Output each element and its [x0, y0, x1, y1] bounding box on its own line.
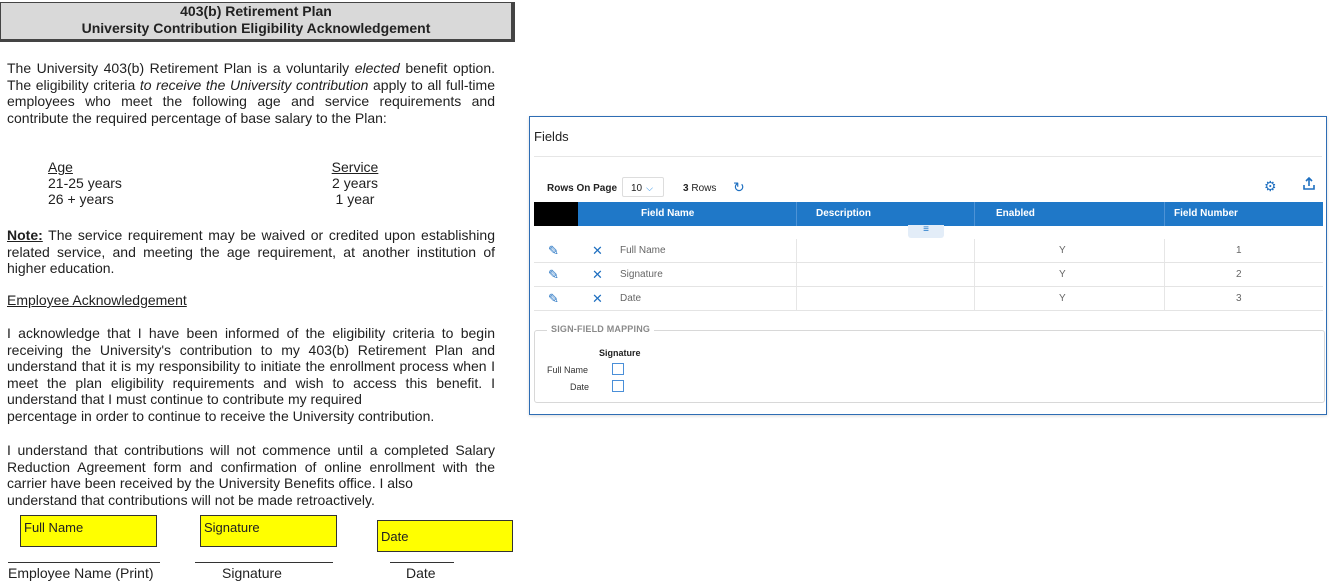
- rows-on-page-label: Rows On Page: [547, 183, 618, 194]
- date-label: Date: [406, 565, 436, 581]
- signature-line: [195, 562, 333, 563]
- pencil-icon[interactable]: ✎: [548, 267, 559, 282]
- cell-enabled: Y: [1059, 245, 1066, 256]
- refresh-icon[interactable]: ↻: [733, 179, 745, 195]
- mapping-column-signature: Signature: [599, 348, 641, 358]
- close-icon[interactable]: ✕: [592, 291, 603, 306]
- panel-title: Fields: [534, 129, 569, 144]
- rows-on-page-select[interactable]: [622, 177, 664, 197]
- age-row-2: 26 + years: [48, 191, 114, 207]
- signature-label: Signature: [222, 565, 282, 581]
- gear-icon[interactable]: ⚙: [1264, 178, 1277, 194]
- cell-field-number: 1: [1236, 245, 1242, 256]
- cell-field-name: Full Name: [620, 245, 666, 256]
- acknowledgement-document: [0, 0, 516, 583]
- date-field[interactable]: Date: [377, 520, 513, 552]
- cell-enabled: Y: [1059, 293, 1066, 304]
- table-row: [534, 263, 1323, 287]
- fields-panel: [529, 116, 1327, 415]
- mapping-row-label: Full Name: [547, 365, 589, 375]
- note-paragraph: Note: The service requirement may be waived or credited upon establishing related service, and meeting the age requirement, at another institution of higher education.: [7, 227, 495, 277]
- service-column: [329, 159, 381, 207]
- date-line: [390, 562, 454, 563]
- cell-field-name: Date: [620, 293, 642, 304]
- acknowledgement-heading: Employee Acknowledgement: [7, 292, 187, 308]
- acknowledgement-paragraph-2: I understand that contributions will not commence until a completed Salary Reduction Agreement form and confirmation of online enrollment with the carrier have been received by the University Benefits office. I also: [7, 442, 495, 492]
- rows-count-number: 3: [683, 183, 689, 194]
- cell-field-number: 3: [1236, 293, 1242, 304]
- age-row-1: 21-25 years: [48, 175, 122, 191]
- acknowledgement-paragraph-1-last: percentage in order to continue to receive the University contribution.: [7, 408, 435, 424]
- column-header-field-number[interactable]: Field Number: [1174, 208, 1238, 219]
- cell-field-name: Signature: [620, 269, 663, 280]
- age-header: Age: [48, 159, 73, 175]
- close-icon[interactable]: ✕: [592, 267, 603, 282]
- table-row: [534, 287, 1323, 311]
- grid-header: [534, 202, 1323, 226]
- column-header-enabled[interactable]: Enabled: [996, 208, 1035, 219]
- mapping-checkbox-date[interactable]: [612, 380, 624, 392]
- signature-field[interactable]: Signature: [200, 515, 337, 547]
- name-signature-line: [8, 562, 160, 563]
- mapping-row-label: Date: [570, 382, 590, 392]
- grid-header-actions: [534, 202, 578, 226]
- panel-divider: [534, 156, 1322, 157]
- column-header-field-name[interactable]: Field Name: [641, 208, 695, 219]
- rows-count: [683, 183, 716, 194]
- column-header-description[interactable]: Description: [816, 208, 872, 219]
- service-header: Service: [331, 159, 379, 175]
- mapping-checkbox-full-name[interactable]: [612, 363, 624, 375]
- full-name-field[interactable]: Full Name: [20, 515, 157, 547]
- chevron-down-icon: ⌵: [646, 183, 653, 193]
- mapping-legend: SIGN-FIELD MAPPING: [547, 324, 654, 334]
- filter-icon[interactable]: ≡: [908, 225, 944, 238]
- cell-enabled: Y: [1059, 269, 1066, 280]
- document-title: [0, 2, 515, 42]
- rows-count-label: Rows: [691, 183, 717, 194]
- acknowledgement-paragraph-2-last: understand that contributions will not be made retroactively.: [7, 492, 375, 508]
- intro-paragraph: The University 403(b) Retirement Plan is a voluntarily elected benefit option. The eligibility criteria to receive the University contribution apply to all full-time employees who meet the following age and service requirements and contribute the required percentage of base salary to the Plan:: [7, 60, 495, 126]
- age-column: [48, 159, 122, 207]
- export-icon[interactable]: [1302, 177, 1316, 194]
- service-row-2: 1 year: [335, 191, 375, 207]
- sign-field-mapping: [534, 324, 1325, 403]
- pencil-icon[interactable]: ✎: [548, 243, 559, 258]
- cell-field-number: 2: [1236, 269, 1242, 280]
- close-icon[interactable]: ✕: [592, 243, 603, 258]
- service-row-1: 2 years: [332, 175, 378, 191]
- table-row: [534, 239, 1323, 263]
- document-title-line2: University Contribution Eligibility Acknowledgement: [81, 20, 431, 36]
- pencil-icon[interactable]: ✎: [548, 291, 559, 306]
- acknowledgement-paragraph-1: I acknowledge that I have been informed of the eligibility criteria to begin receiving the University's contribution to my 403(b) Retirement Plan and understand that it is my responsibility to initiate the enrollment process when I meet the plan eligibility requirements and wish to access this benefit. I understand that I must continue to contribute my required: [7, 325, 495, 408]
- document-title-line1: 403(b) Retirement Plan: [180, 3, 332, 19]
- name-signature-label: Employee Name (Print): [8, 565, 154, 581]
- rows-on-page-value: 10: [631, 183, 643, 194]
